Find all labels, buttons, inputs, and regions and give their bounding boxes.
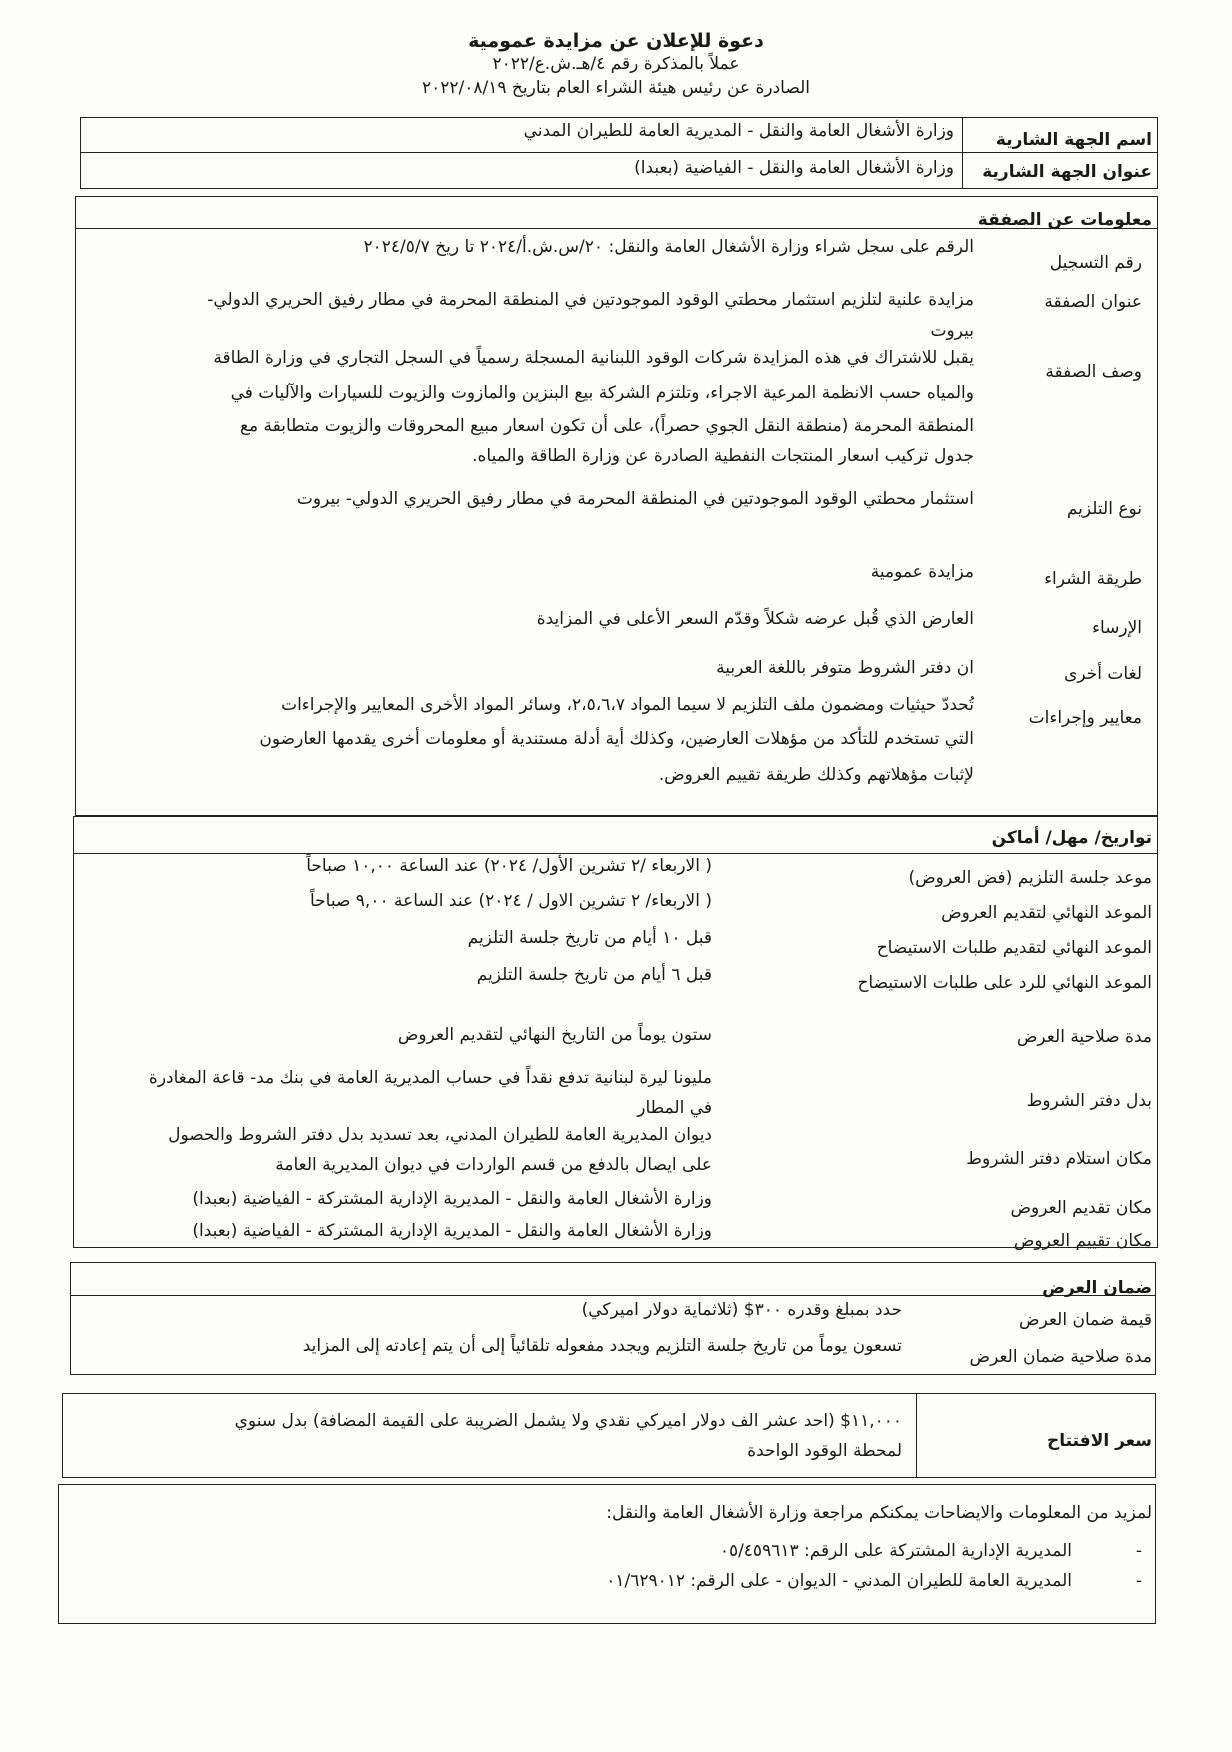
session-label: موعد جلسة التلزيم (فض العروض) [908, 868, 1152, 888]
purchase-method-value: مزايدة عمومية [870, 562, 974, 582]
registration-label: رقم التسجيل [1049, 253, 1142, 273]
dates-section-title: تواريخ/ مهل/ أماكن [991, 828, 1152, 848]
opening-price-line-2: لمحطة الوقود الواحدة [747, 1441, 902, 1461]
contact-item-aviation: المديرية العامة للطيران المدني - الديوان - على الرقم: ٠١/٦٢٩٠١٢ [606, 1571, 1072, 1591]
criteria-label: معايير وإجراءات [1028, 708, 1142, 728]
deal-section-title: معلومات عن الصفقة [977, 210, 1152, 230]
guarantee-validity-label: مدة صلاحية ضمان العرض [969, 1347, 1152, 1367]
specs-fee-line-2: في المطار [637, 1098, 712, 1118]
contact-item-admin: المديرية الإدارية المشتركة على الرقم: ٠٥/٤٥٩٦١٣ [719, 1541, 1072, 1561]
opening-price-label: سعر الافتتاح [1047, 1431, 1152, 1451]
guarantee-amount-label: قيمة ضمان العرض [1019, 1310, 1152, 1330]
deal-description-line-1: يقبل للاشتراك في هذه المزايدة شركات الوقود اللبنانية المسجلة رسمياً في السجل التجاري في وزارة الطاقة [213, 348, 974, 368]
guarantee-section-title: ضمان العرض [1042, 1278, 1152, 1298]
deal-description-line-2: والمياه حسب الانظمة المرعية الاجراء، وتلتزم الشركة بيع البنزين والمازوت والزيوت للسيارات والآليات في [230, 383, 974, 403]
specs-pickup-line-2: على ايصال بالدفع من قسم الواردات في ديوان المديرية العامة [275, 1155, 712, 1175]
offer-validity-label: مدة صلاحية العرض [1016, 1027, 1152, 1047]
clarification-deadline-value: قبل ١٠ أيام من تاريخ جلسة التلزيم [467, 928, 712, 948]
opening-price-section [62, 1393, 1156, 1478]
deal-description-line-4: جدول تركيب اسعار المنتجات النفطية الصادرة عن وزارة الطاقة والمياه. [472, 446, 974, 466]
contact-item-bullet: - [1135, 1541, 1142, 1561]
document-title-block [0, 30, 1232, 98]
entity-name-value: وزارة الأشغال العامة والنقل - المديرية العامة للطيران المدني [523, 121, 954, 141]
submission-place-value: وزارة الأشغال العامة والنقل - المديرية الإدارية المشتركة - الفياضية (بعبدا) [192, 1189, 712, 1209]
contact-item-bullet: - [1135, 1571, 1142, 1591]
offers-deadline-value: ( الاربعاء/ ٢ تشرين الاول / ٢٠٢٤) عند الساعة ٩,٠٠ صباحاً [309, 891, 712, 911]
other-languages-value: ان دفتر الشروط متوفر باللغة العربية [716, 658, 974, 678]
evaluation-place-label: مكان تقييم العروض [1013, 1231, 1152, 1251]
guarantee-validity-value: تسعون يوماً من تاريخ جلسة التلزيم ويجدد مفعوله تلقائياً إلى أن يتم إعادته إلى المزايد [302, 1336, 902, 1356]
registration-value: الرقم على سجل شراء وزارة الأشغال العامة والنقل: ٢٠/س.ش.أ/٢٠٢٤ تا ريخ ٢٠٢٤/٥/٧ [363, 237, 974, 257]
purchase-method-label: طريقة الشراء [1044, 569, 1142, 589]
reply-deadline-label: الموعد النهائي للرد على طلبات الاستيضاح [857, 973, 1152, 993]
commitment-type-value: استثمار محطتي الوقود الموجودتين في المنطقة المحرمة في مطار رفيق الحريري الدولي- بيروت [296, 489, 974, 509]
specs-fee-line-1: مليونا ليرة لبنانية تدفع نقداً في حساب المديرية العامة في بنك مد- قاعة المغادرة [148, 1068, 712, 1088]
specs-fee-label: بدل دفتر الشروط [1026, 1091, 1152, 1111]
specs-pickup-label: مكان استلام دفتر الشروط [966, 1149, 1152, 1169]
reply-deadline-value: قبل ٦ أيام من تاريخ جلسة التلزيم [476, 965, 712, 985]
entity-address-value: وزارة الأشغال العامة والنقل - الفياضية (بعبدا) [634, 158, 954, 178]
criteria-line-1: تُحددّ حيثيات ومضمون ملف التلزيم لا سيما المواد ٢،٥،٦،٧، وسائر المواد الأخرى المعايير والإجراءات [281, 695, 974, 715]
award-label: الإرساء [1091, 618, 1142, 638]
submission-place-label: مكان تقديم العروض [1010, 1198, 1152, 1218]
session-value: ( الاربعاء /٢ تشرين الأول/ ٢٠٢٤) عند الساعة ١٠,٠٠ صباحاً [306, 856, 712, 876]
contact-intro: لمزيد من المعلومات والايضاحات يمكنكم مراجعة وزارة الأشغال العامة والنقل: [606, 1503, 1152, 1523]
criteria-line-2: التي تستخدم للتأكد من مؤهلات العارضين، وكذلك أية أدلة مستندية أو معلومات أخرى يقدمها العارضون [259, 729, 974, 749]
specs-pickup-line-1: ديوان المديرية العامة للطيران المدني، بعد تسديد بدل دفتر الشروط والحصول [168, 1125, 712, 1145]
clarification-deadline-label: الموعد النهائي لتقديم طلبات الاستيضاح [876, 938, 1152, 958]
evaluation-place-value: وزارة الأشغال العامة والنقل - المديرية الإدارية المشتركة - الفياضية (بعبدا) [192, 1221, 712, 1241]
award-value: العارض الذي قُبل عرضه شكلاً وقدّم السعر الأعلى في المزايدة [536, 609, 974, 629]
deal-description-line-3: المنطقة المحرمة (منطقة النقل الجوي حصراً)، على أن تكون اسعار مبيع المحروقات والزيوت متطابقة مع [239, 416, 974, 436]
opening-price-line-1: ١١,٠٠٠$ (احد عشر الف دولار اميركي نقدي ولا يشمل الضريبة على القيمة المضافة) بدل سنوي [234, 1411, 902, 1431]
memo-reference: عملاً بالمذكرة رقم ٤/هـ.ش.ع/٢٠٢٢ [492, 54, 740, 74]
entity-address-label: عنوان الجهة الشارية [982, 162, 1152, 182]
deal-title-line-2: بيروت [930, 321, 974, 341]
commitment-type-label: نوع التلزيم [1066, 499, 1142, 519]
offers-deadline-label: الموعد النهائي لتقديم العروض [941, 903, 1152, 923]
entity-name-label: اسم الجهة الشارية [995, 130, 1152, 150]
deal-description-label: وصف الصفقة [1045, 362, 1142, 382]
deal-title-line-1: مزايدة علنية لتلزيم استثمار محطتي الوقود الموجودتين في المنطقة المحرمة في مطار رفيق الحريري الدولي- [207, 290, 974, 310]
issued-by-line: الصادرة عن رئيس هيئة الشراء العام بتاريخ ٢٠٢٢/٠٨/١٩ [422, 78, 810, 98]
criteria-line-3: لإثبات مؤهلاتهم وكذلك طريقة تقييم العروض. [658, 765, 974, 785]
page-title: دعوة للإعلان عن مزايدة عمومية [468, 30, 764, 52]
guarantee-amount-value: حدد بمبلغ وقدره ٣٠٠$ (ثلاثماية دولار اميركي) [581, 1300, 902, 1320]
offer-validity-value: ستون يوماً من التاريخ النهائي لتقديم العروض [397, 1025, 712, 1045]
other-languages-label: لغات أخرى [1064, 664, 1142, 684]
deal-title-label: عنوان الصفقة [1044, 292, 1142, 312]
